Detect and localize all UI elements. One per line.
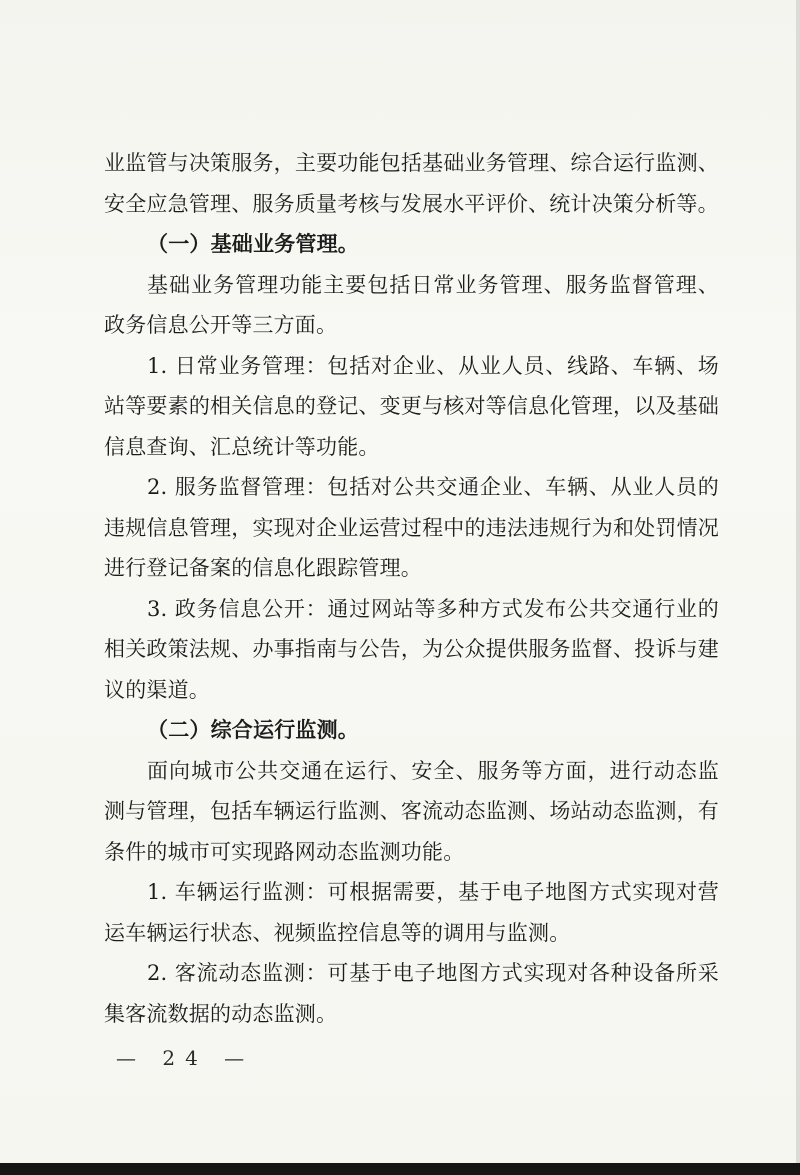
paragraph-passenger-flow-monitoring: 2. 客流动态监测：可基于电子地图方式实现对各种设备所采集客流数据的动态监测。: [104, 961, 719, 1026]
section-heading-basic-business-management: （一）基础业务管理。: [147, 231, 359, 256]
scan-bottom-edge: [0, 1163, 800, 1175]
paragraph-basic-business-overview: 基础业务管理功能主要包括日常业务管理、服务监督管理、政务信息公开等三方面。: [104, 272, 719, 337]
page-number: — 24 —: [116, 1046, 255, 1070]
paragraph-government-information-disclosure: 3. 政务信息公开：通过网站等多种方式发布公共交通行业的相关政策法规、办事指南与公告，为公众提供服务监督、投诉与建议的渠道。: [104, 596, 719, 702]
paragraph-intro: 业监管与决策服务，主要功能包括基础业务管理、综合运行监测、安全应急管理、服务质量考核与发展水平评价、统计决策分析等。: [104, 151, 719, 216]
document-body: [104, 143, 719, 1034]
paragraph-vehicle-operation-monitoring: 1. 车辆运行监测：可根据需要，基于电子地图方式实现对营运车辆运行状态、视频监控信息等的调用与监测。: [104, 880, 719, 945]
paragraph-service-supervision-management: 2. 服务监督管理：包括对公共交通企业、车辆、从业人员的违规信息管理，实现对企业运营过程中的违法违规行为和处罚情况进行登记备案的信息化跟踪管理。: [104, 475, 719, 580]
section-heading-comprehensive-monitoring: （二）综合运行监测。: [147, 717, 359, 742]
paragraph-daily-business-management: 1. 日常业务管理：包括对企业、从业人员、线路、车辆、场站等要素的相关信息的登记、变更与核对等信息化管理，以及基础信息查询、汇总统计等功能。: [104, 353, 719, 459]
scan-right-edge: [796, 0, 800, 1175]
paragraph-monitoring-overview: 面向城市公共交通在运行、安全、服务等方面，进行动态监测与管理，包括车辆运行监测、客流动态监测、场站动态监测，有条件的城市可实现路网动态监测功能。: [104, 758, 719, 864]
